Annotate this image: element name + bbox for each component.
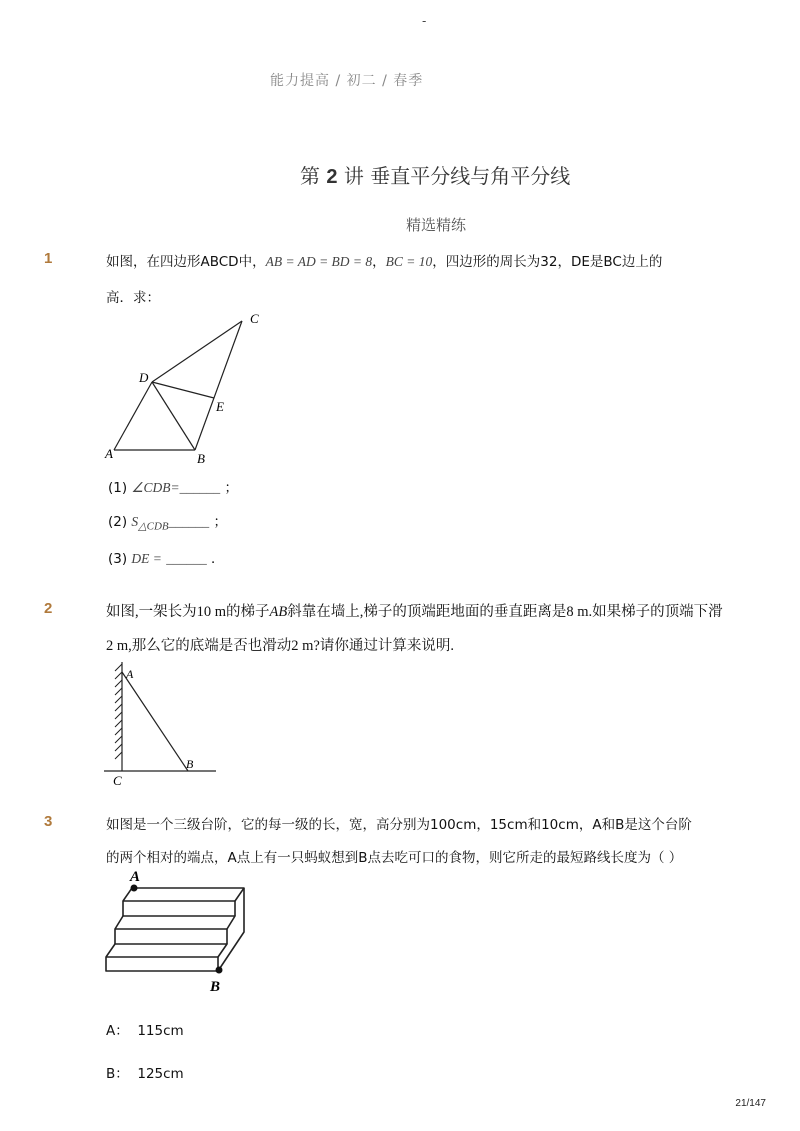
option-b-key: B： [106, 1066, 129, 1082]
title-prefix: 第 [300, 164, 320, 188]
question-3-line-2: 的两个相对的端点，A点上有一只蚂蚁想到B点去吃可口的食物，则它所走的最短路线长度为（ ） [106, 850, 683, 866]
part-1-end: ； [224, 480, 238, 496]
part-3-end: ． [211, 551, 225, 567]
page-number: 21/147 [735, 1098, 766, 1109]
label-b: B [197, 451, 205, 466]
question-number-1: 1 [44, 250, 53, 267]
q1-math-1: AB = AD = BD = 8 [265, 254, 373, 269]
section-subtitle: 精选精练 [406, 216, 467, 234]
page-title [300, 160, 570, 189]
question-3-line-1: 如图是一个三级台阶，它的每一级的长，宽，高分别为100cm，15cm和10cm，A和B是这个台阶 [106, 817, 692, 833]
label-d: D [139, 370, 149, 385]
point-a-dot [131, 885, 138, 892]
question-2-line-1 [106, 600, 723, 621]
top-mark: - [422, 14, 427, 28]
option-a-key: A： [106, 1023, 129, 1039]
option-b-value: 125cm [137, 1066, 184, 1082]
quadrilateral-figure [100, 305, 280, 470]
q2-text-a: 如图,一架长为10 m的梯子 [106, 604, 270, 620]
question-1-line-2: 高．求： [106, 290, 160, 306]
part-1-math: ∠CDB= [131, 480, 180, 495]
label-c: C [250, 311, 259, 326]
title-number: 2 [326, 166, 338, 188]
stairs-label-a: A [130, 869, 141, 885]
part-2-sub: △CDB [138, 520, 169, 533]
question-number-3: 3 [44, 813, 53, 830]
ladder-label-a: A [126, 667, 134, 681]
part-3-num: (3) [108, 551, 128, 567]
part-2-end: ； [213, 514, 227, 530]
option-b[interactable] [106, 1062, 184, 1082]
breadcrumb-header: 能力提高 / 初二 / 春季 [270, 73, 424, 89]
option-a[interactable] [106, 1019, 184, 1039]
ladder-label-b: B [186, 757, 194, 771]
part-1-blank: ______ [179, 480, 221, 495]
q1-sep: ， [372, 254, 386, 270]
q1-part-3 [108, 547, 225, 567]
label-e: E [216, 399, 224, 414]
q1-part-2 [108, 510, 227, 533]
question-2-line-2: 2 m,那么它的底端是否也滑动2 m?请你通过计算来说明. [106, 638, 454, 654]
part-2-math: S [131, 514, 139, 529]
q1-text-b: ，四边形的周长为32，DE是BC边上的 [432, 254, 663, 270]
question-number-2: 2 [44, 600, 53, 617]
question-1-line-1 [106, 250, 662, 270]
part-3-math: DE = [131, 551, 162, 566]
stairs-label-b: B [210, 979, 221, 995]
q2-text-b: 斜靠在墙上,梯子的顶端距地面的垂直距离是8 m.如果梯子的顶端下滑 [287, 604, 723, 620]
part-3-blank: ______ [166, 551, 207, 566]
point-b-dot [216, 967, 223, 974]
ladder-label-c: C [113, 773, 122, 788]
stairs-figure [100, 864, 260, 996]
option-a-value: 115cm [137, 1023, 184, 1039]
title-text: 讲 垂直平分线与角平分线 [343, 164, 571, 188]
part-1-num: (1) [108, 480, 128, 496]
q1-math-2: BC = 10 [385, 254, 433, 269]
q1-text-a: 如图，在四边形ABCD中， [106, 254, 266, 270]
label-a: A [105, 446, 113, 461]
q2-math: AB [269, 604, 288, 620]
part-2-num: (2) [108, 514, 128, 530]
part-2-blank: ______ [168, 514, 210, 529]
q1-part-1 [108, 476, 238, 496]
ladder-figure [100, 658, 225, 790]
